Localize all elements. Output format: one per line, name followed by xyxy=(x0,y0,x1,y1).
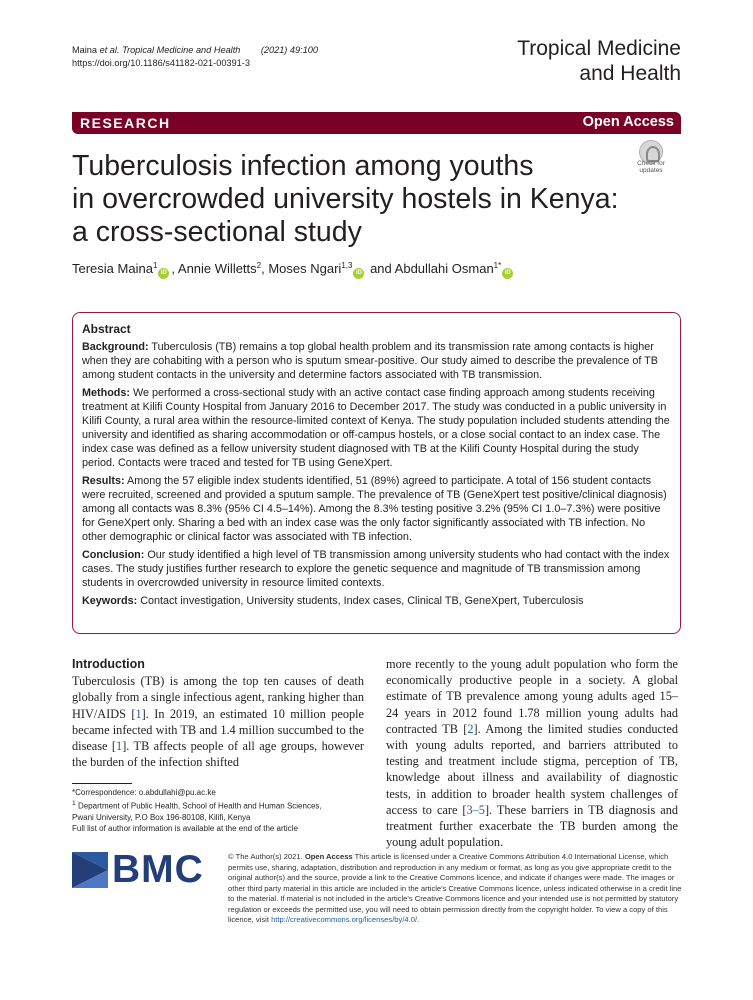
author-name[interactable]: Teresia Maina xyxy=(72,261,153,276)
correspondence[interactable]: *Correspondence: o.abdullahi@pu.ac.ke xyxy=(72,788,216,797)
orcid-icon[interactable]: iD xyxy=(353,268,364,279)
author-name[interactable]: Annie Willetts xyxy=(177,261,257,276)
journal-name xyxy=(517,36,681,86)
affiliation-1: $^1$ Department of Public Health, School of Health and Human Sciences, xyxy=(72,800,322,811)
author-name[interactable]: Moses Ngari xyxy=(268,261,342,276)
bmc-logo xyxy=(72,848,212,892)
body-column-left xyxy=(72,656,364,770)
body-column-right xyxy=(386,656,678,850)
section-label: RESEARCH xyxy=(80,115,171,131)
authors-and: and xyxy=(370,261,392,276)
affiliation-1-cont: Pwani University, P.O Box 196-80108, Kilifi, Kenya xyxy=(72,812,251,822)
title-line-3: a cross-sectional study xyxy=(72,216,362,248)
bmc-logo-icon xyxy=(72,852,108,888)
author-affil: 1 xyxy=(152,261,158,270)
abstract-conclusion: Conclusion: Our study identified a high level of TB transmission among university students who had contact with the index cases. The study justifies further research to explore the genetic sequence and magnitude of TB transmission among students in overcrowded university in resource limited contexts. xyxy=(82,549,670,589)
license-link[interactable]: http://creativecommons.org/licenses/by/4.0/ xyxy=(271,915,418,924)
citation-line xyxy=(72,44,318,70)
footnotes xyxy=(72,787,372,834)
author-name[interactable]: Abdullahi Osman xyxy=(394,261,494,276)
abstract-methods: Methods: We performed a cross-sectional study with an active contact case finding approach among students receiving treatment at Kilifi County Hospital from January 2016 to December 2017. The study was conducted in a public university in Kilifi County, a rural area within the resource-limited context of Kenya. The study population included students attending the university and identified as sharing accommodation or off-campus hostels, or a close social contact to an index case. The index case was defined as a fellow university student diagnosed with TB at the Kilifi County Hospital during the study period. Contacts were traced and tested for TB using GeneXpert. xyxy=(82,387,670,469)
citation-volume: (2021) 49:100 xyxy=(260,45,319,55)
author-affil: 1,3 xyxy=(341,261,353,270)
introduction-heading: Introduction xyxy=(72,657,145,671)
author-affil: 1* xyxy=(493,261,502,270)
author-info-note: Full list of author information is available at the end of the article xyxy=(72,823,298,833)
article-title xyxy=(72,150,632,249)
citation-link[interactable]: 2 xyxy=(467,721,474,736)
title-line-2: in overcrowded university hostels in Kenya: xyxy=(72,183,619,215)
license-open-access: Open Access xyxy=(304,852,353,861)
orcid-icon[interactable]: iD xyxy=(502,268,513,279)
journal-name-line2: and Health xyxy=(579,62,681,85)
citation-link[interactable]: 1 xyxy=(116,739,123,754)
citation-authors: Maina xyxy=(72,45,98,55)
intro-paragraph-2: more recently to the young adult population who form the economically productive people in a society. A global estimate of TB prevalence among young adults aged 15–24 years in 2012 found 1.78 million young adults had contracted TB [2]. Among the limited studies conducted with young adults reported, and barriers attributed to testing and treatment include stigma, perception of TB, knowledge about illness and availability of diagnostic tests, in addition to broader health system challenges of access to care [3–5]. These barriers in TB diagnosis and treatment further exacerbate the TB burden among the young adult population. xyxy=(386,657,678,850)
citation-link[interactable]: 3–5 xyxy=(466,802,485,817)
check-updates-label: Check for updates xyxy=(637,160,665,174)
journal-name-line1: Tropical Medicine xyxy=(517,37,681,60)
author-affil: 2 xyxy=(256,261,262,270)
check-for-updates-badge[interactable] xyxy=(622,140,680,178)
doi-link[interactable]: https://doi.org/10.1186/s41182-021-00391-3 xyxy=(72,58,250,68)
citation-etal: et al. xyxy=(99,45,120,55)
citation-link[interactable]: 1 xyxy=(135,706,142,721)
orcid-icon[interactable]: iD xyxy=(158,268,169,279)
open-access-label: Open Access xyxy=(582,114,674,130)
footnote-rule xyxy=(72,783,132,784)
abstract-background: Background: Tuberculosis (TB) remains a top global health problem and its transmission rate among contacts is higher when they are cohabiting with a person who is sputum smear-positive. Our study aimed to describe the prevalence of TB among student contacts in the university and determine factors associated with TB transmission. xyxy=(82,341,658,381)
abstract-heading: Abstract xyxy=(82,322,131,336)
abstract-box xyxy=(72,312,681,634)
license-text: © The Author(s) 2021. Open Access This article is licensed under a Creative Commons Attribution 4.0 International License, which permits use, sharing, adaptation, distribution and reproduction in any medium or format, as long as you give appropriate credit to the original author(s) and the source, provide a link to the Creative Commons licence, and indicate if changes were made. The images or other third party material in this article are included in the article's Creative Commons licence, unless indicated otherwise in a credit line to the material. If material is not included in the article's Creative Commons licence and your intended use is not permitted by statutory regulation or exceeds the permitted use, you will need to obtain permission directly from the copyright holder. To view a copy of this licence, visit http://creativecommons.org/licenses/by/4.0/. xyxy=(228,852,682,924)
bmc-logo-text: BMC xyxy=(112,848,204,891)
title-line-1: Tuberculosis infection among youths xyxy=(72,150,534,182)
intro-paragraph-1: Tuberculosis (TB) is among the top ten causes of death globally from a single infectious agent, ranking higher than HIV/AIDS [1]. In 2019, an estimated 10 million people became infected with TB and 1.4 million succumbed to the disease [1]. TB affects people of all age groups, however the burden of the infection shifted xyxy=(72,674,364,770)
abstract-keywords: Keywords: Contact investigation, University students, Index cases, Clinical TB, GeneXpert, Tuberculosis xyxy=(82,595,584,607)
abstract-results: Results: Among the 57 eligible index students identified, 51 (89%) agreed to participate. A total of 156 student contacts were recruited, screened and provided a sputum sample. The prevalence of TB (GeneXpert test positive/clinical diagnosis) among all contacts was 8.3% (95% CI 4.5–14%). Among the 8.3% testing positive 3.2% (95% CI 1.0–7.3%) were positive for GeneXpert only. Sharing a bed with an index case was the only factor significantly associated with TB infection. No other demographic or clinical factor was associated with TB infection. xyxy=(82,475,667,543)
author-list: Teresia Maina$^1$iD , Annie Willetts$^2$, Moses Ngari$^{1,3}$iD and Abdullahi Osman$^{1*}$iD xyxy=(72,258,515,279)
section-banner xyxy=(72,112,681,134)
citation-journal: Tropical Medicine and Health xyxy=(122,45,241,55)
